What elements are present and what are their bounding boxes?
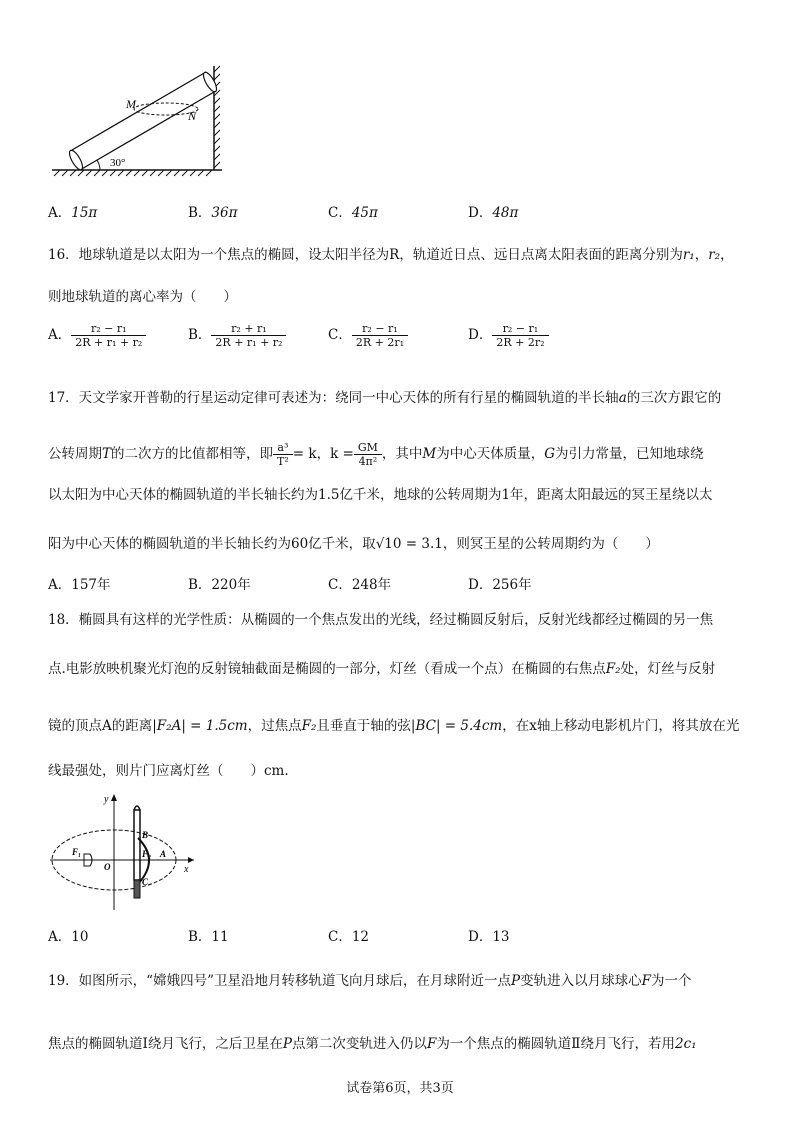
fig-f2-label: F₂ bbox=[142, 849, 152, 859]
q16-c-fraction: $\frac{\text{r₂ − r₁}}{\text{2R + 2r₁}}$ bbox=[352, 322, 408, 349]
q15-option-d[interactable]: D．48π bbox=[468, 205, 519, 221]
q15-option-c[interactable]: C．45π bbox=[328, 205, 378, 221]
ellipse-reflector-figure bbox=[48, 790, 198, 915]
q18-option-c[interactable]: C．12 bbox=[328, 929, 370, 945]
fig-a-label: A bbox=[160, 849, 167, 859]
fig-b-label: B bbox=[142, 830, 149, 840]
q18-line-2: 点.电影放映机聚光灯泡的反射镜轴截面是椭圆的一部分，灯丝（看成一个点）在椭圆的右焦点F₂处，灯丝与反射 bbox=[48, 661, 716, 677]
fig-y-label: y bbox=[104, 794, 109, 805]
q18-line-3: 镜的顶点A的距离|F₂A| = 1.5cm，过焦点F₂且垂直于轴的弦|BC| = 5.4cm，在x轴上移动电影机片门，将其放在光 bbox=[48, 718, 740, 734]
r2-var: r₂ bbox=[708, 247, 721, 263]
fig-c-label: C bbox=[142, 877, 149, 887]
fig-f1-label: F₁ bbox=[72, 847, 82, 857]
q16-line-1: 16．地球轨道是以太阳为一个焦点的椭圆，设太阳半径为R，轨道近日点、远日点离太阳表面的距离分别为r₁，r₂， bbox=[48, 247, 734, 263]
q16-a-fraction: $\frac{\text{r₂ − r₁}}{\text{2R + r₁ + r₂}}$ bbox=[71, 322, 146, 349]
q18-line-1: 18．椭圆具有这样的光学性质：从椭圆的一个焦点发出的光线，经过椭圆反射后，反射光线都经过椭圆的另一焦 bbox=[48, 612, 714, 628]
bc-eq: |BC| = 5.4cm bbox=[410, 718, 503, 734]
q18-option-d[interactable]: D．13 bbox=[468, 929, 510, 945]
q17-option-a[interactable]: A．157年 bbox=[48, 577, 111, 593]
r1-var: r₁ bbox=[682, 247, 695, 263]
q16-d-fraction: $\frac{\text{r₂ − r₁}}{\text{2R + 2r₂}}$ bbox=[492, 322, 548, 349]
q17-option-c[interactable]: C．248年 bbox=[328, 577, 392, 593]
q17-option-d[interactable]: D．256年 bbox=[468, 577, 532, 593]
kepler-fraction: $\frac{\text{a³}}{\text{T²}}$ bbox=[273, 441, 293, 468]
q15-option-a[interactable]: A．15π bbox=[48, 205, 98, 221]
q16-option-d[interactable]: D． $\frac{\text{r₂ − r₁}}{\text{2R + 2r₂}}$ bbox=[468, 322, 549, 349]
q17-line-1: 17．天文学家开普勒的行星运动定律可表述为：绕同一中心天体的所有行星的椭圆轨道的半长轴a的三次方跟它的 bbox=[48, 390, 722, 406]
q17-line-2: 公转周期T的二次方的比值都相等，即 $\frac{\text{a³}}{\text{T²}}$ = k，k = $\frac{GM}{\text{4π²}}$ ，其中M为中心天体质量，G为引力常量，已知地球绕 bbox=[48, 441, 704, 468]
q17-line-3: 以太阳为中心天体的椭圆轨道的半长轴长约为1.5亿千米，地球的公转周期为1年，距离太阳最远的冥王星绕以太 bbox=[48, 487, 713, 503]
label-n: N bbox=[188, 109, 197, 123]
q16-line-2: 则地球轨道的离心率为（ ） bbox=[48, 289, 237, 305]
q16-option-a[interactable]: A． $\frac{\text{r₂ − r₁}}{\text{2R + r₁ + r₂}}$ bbox=[48, 322, 146, 349]
q16-option-b[interactable]: B． $\frac{\text{r₂ + r₁}}{\text{2R + r₁ + r₂}}$ bbox=[188, 322, 286, 349]
k-fraction: $\frac{GM}{\text{4π²}}$ bbox=[354, 441, 382, 468]
page-footer: 试卷第6页，共3页 bbox=[346, 1081, 454, 1096]
fig-o-label: O bbox=[104, 862, 111, 872]
q19-line-2: 焦点的椭圆轨道Ⅰ绕月飞行，之后卫星在P点第二次变轨进入仍以F为一个焦点的椭圆轨道Ⅱ绕月飞行，若用2c₁ bbox=[48, 1036, 697, 1052]
q16-option-c[interactable]: C． $\frac{\text{r₂ − r₁}}{\text{2R + 2r₁}}$ bbox=[328, 322, 408, 349]
q15-option-b[interactable]: B．36π bbox=[188, 205, 238, 221]
label-m: M bbox=[126, 97, 136, 111]
q17-line-4: 阳为中心天体的椭圆轨道的半长轴长约为60亿千米，取√10 = 3.1，则冥王星的公转周期约为（ ） bbox=[48, 536, 659, 552]
q19-line-1: 19．如图所示，“嫦娥四号”卫星沿地月转移轨道飞向月球后，在月球附近一点P变轨进入以月球球心F为一个 bbox=[48, 973, 692, 989]
q18-line-4: 线最强处，则片门应离灯丝（ ）cm. bbox=[48, 763, 289, 779]
q16-b-fraction: $\frac{\text{r₂ + r₁}}{\text{2R + r₁ + r₂}}$ bbox=[211, 322, 286, 349]
q18-option-b[interactable]: B．11 bbox=[188, 929, 229, 945]
fig-x-label: x bbox=[184, 864, 189, 875]
label-angle: 30° bbox=[110, 157, 126, 169]
f2a-eq: |F₂A| = 1.5cm bbox=[152, 718, 248, 734]
q17-option-b[interactable]: B．220年 bbox=[188, 577, 251, 593]
cylinder-figure bbox=[48, 62, 228, 182]
q18-option-a[interactable]: A．10 bbox=[48, 929, 89, 945]
sqrt-expression: √10 = 3.1 bbox=[375, 536, 443, 552]
